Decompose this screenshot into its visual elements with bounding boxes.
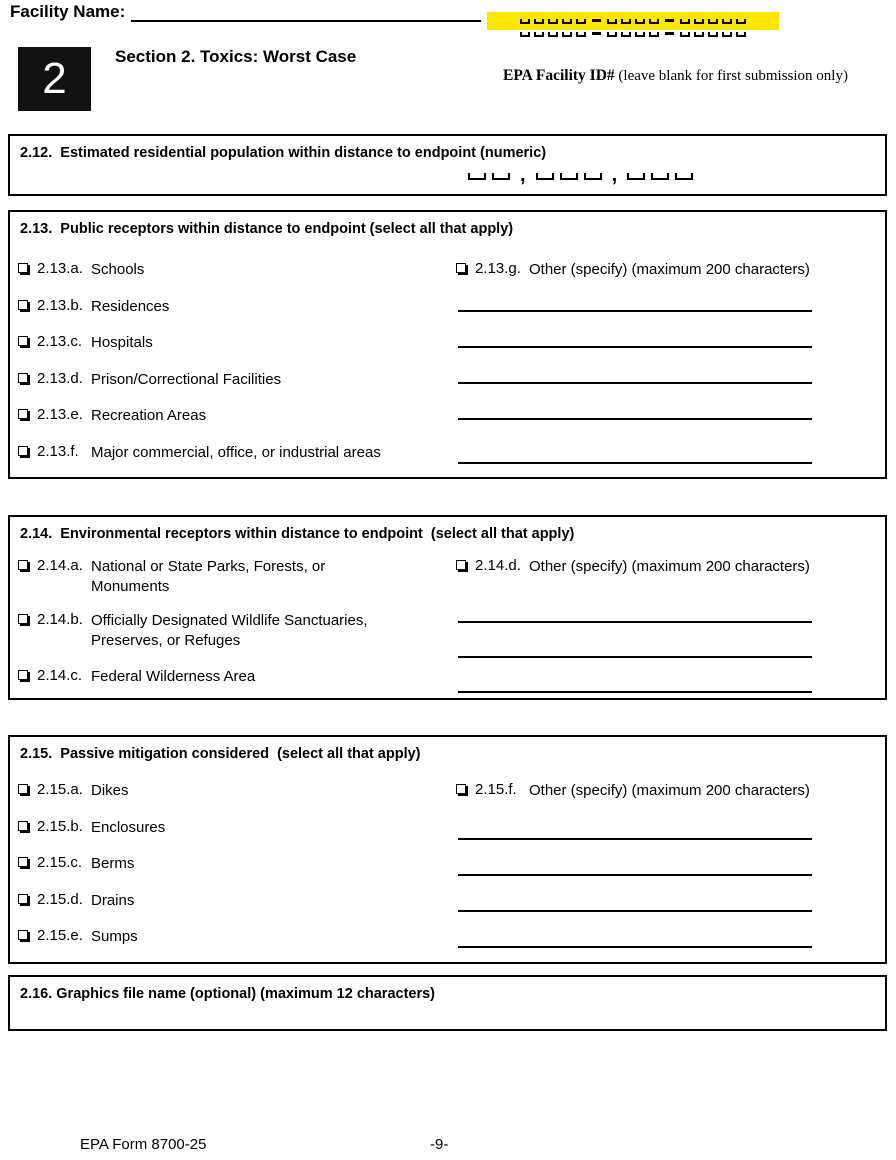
- option-code: 2.15.a.: [37, 781, 83, 798]
- option-label: Major commercial, office, or industrial areas: [91, 444, 381, 461]
- id-char-cell: [635, 32, 645, 37]
- option-row: [18, 891, 134, 911]
- checkbox-2-13-a[interactable]: [18, 263, 28, 273]
- checkbox-2-13-d[interactable]: [18, 373, 28, 383]
- checkbox-2-15-a[interactable]: [18, 784, 28, 794]
- checkbox-2-13-e[interactable]: [18, 409, 28, 419]
- option-row: [18, 927, 138, 947]
- epa-facility-id-field[interactable]: [487, 12, 779, 37]
- option-row: [18, 854, 134, 874]
- id-char-cell: [708, 32, 718, 37]
- facility-name-input-line[interactable]: [131, 2, 481, 22]
- digit-cell: [675, 173, 693, 180]
- id-char-cell: [576, 19, 586, 24]
- option-code: 2.14.d.: [475, 557, 521, 574]
- other-specify-line[interactable]: [458, 462, 812, 464]
- option-label: National or State Parks, Forests, or Monuments: [91, 558, 326, 596]
- id-char-cell: [694, 32, 704, 37]
- question-box-2-16: [8, 975, 887, 1031]
- digit-cell: [627, 173, 645, 180]
- other-specify-line[interactable]: [458, 874, 812, 876]
- option-row: [18, 406, 206, 426]
- id-char-cell: [562, 19, 572, 24]
- option-label: Other (specify) (maximum 200 characters): [529, 558, 810, 575]
- option-code: 2.13.e.: [37, 406, 83, 423]
- id-char-cell: [548, 32, 558, 37]
- option-code: 2.13.g.: [475, 260, 521, 277]
- option-label: Officially Designated Wildlife Sanctuaries, Preserves, or Refuges: [91, 612, 368, 650]
- option-row: [18, 818, 165, 838]
- option-code: 2.14.b.: [37, 611, 83, 628]
- epa-id-row-top: [487, 12, 779, 30]
- comma-separator: ,: [520, 164, 526, 186]
- option-label: Federal Wilderness Area: [91, 668, 256, 685]
- option-row: [18, 557, 376, 598]
- section-title: Section 2. Toxics: Worst Case: [115, 47, 357, 66]
- option-label: Enclosures: [91, 819, 166, 836]
- option-code: 2.14.a.: [37, 557, 83, 574]
- option-label: Residences: [91, 298, 170, 315]
- question-title-2-13: 2.13. Public receptors within distance to endpoint (select all that apply): [20, 221, 514, 237]
- other-specify-line[interactable]: [458, 910, 812, 912]
- other-specify-line[interactable]: [458, 656, 812, 658]
- option-code: 2.15.d.: [37, 891, 83, 908]
- checkbox-2-14-b[interactable]: [18, 614, 28, 624]
- option-row: [456, 781, 810, 801]
- checkbox-2-15-d[interactable]: [18, 894, 28, 904]
- option-label: Other (specify) (maximum 200 characters): [529, 782, 810, 799]
- epa-id-caption: [488, 50, 848, 102]
- page-number: -9-: [430, 1136, 449, 1153]
- option-label: Sumps: [91, 928, 138, 945]
- other-specify-line[interactable]: [458, 418, 812, 420]
- checkbox-2-13-g[interactable]: [456, 263, 466, 273]
- option-row: [18, 781, 129, 801]
- id-char-cell: [694, 19, 704, 24]
- id-hyphen-separator: [592, 19, 601, 22]
- digit-cell: [651, 173, 669, 180]
- option-label: Berms: [91, 855, 135, 872]
- option-label: Prison/Correctional Facilities: [91, 371, 282, 388]
- id-char-cell: [680, 32, 690, 37]
- id-hyphen-separator: [665, 32, 674, 35]
- option-code: 2.13.f.: [37, 443, 79, 460]
- id-char-cell: [520, 19, 530, 24]
- epa-id-caption-note: (leave blank for first submission only): [614, 68, 848, 84]
- option-label: Dikes: [91, 782, 129, 799]
- id-char-cell: [621, 32, 631, 37]
- checkbox-2-15-c[interactable]: [18, 857, 28, 867]
- checkbox-2-13-c[interactable]: [18, 336, 28, 346]
- option-row: [18, 443, 381, 463]
- other-specify-line[interactable]: [458, 382, 812, 384]
- question-title-2-16: 2.16. Graphics file name (optional) (maximum 12 characters): [20, 986, 436, 1002]
- question-box-2-13: [8, 210, 887, 479]
- id-char-cell: [621, 19, 631, 24]
- option-code: 2.13.b.: [37, 297, 83, 314]
- id-char-cell: [649, 19, 659, 24]
- graphics-file-name-field[interactable]: [10, 1007, 885, 1029]
- checkbox-2-13-f[interactable]: [18, 446, 28, 456]
- id-char-cell: [576, 32, 586, 37]
- section-number-badge: 2: [18, 47, 91, 111]
- other-specify-line[interactable]: [458, 346, 812, 348]
- checkbox-2-15-e[interactable]: [18, 930, 28, 940]
- other-specify-line[interactable]: [458, 310, 812, 312]
- option-row: [18, 297, 169, 317]
- question-box-2-15: [8, 735, 887, 964]
- other-specify-line[interactable]: [458, 621, 812, 623]
- id-hyphen-separator: [592, 32, 601, 35]
- digit-cell: [536, 173, 554, 180]
- digit-cell: [584, 173, 602, 180]
- form-number: EPA Form 8700-25: [80, 1136, 207, 1153]
- question-title-2-12: 2.12. Estimated residential population within distance to endpoint (numeric): [20, 145, 547, 161]
- option-code: 2.13.d.: [37, 370, 83, 387]
- epa-id-row-bottom: [487, 32, 779, 37]
- option-code: 2.13.c.: [37, 333, 83, 350]
- question-title-2-15: 2.15. Passive mitigation considered (select all that apply): [20, 746, 421, 762]
- option-code: 2.15.e.: [37, 927, 83, 944]
- id-char-cell: [520, 32, 530, 37]
- digit-cell: [560, 173, 578, 180]
- checkbox-2-14-a[interactable]: [18, 560, 28, 570]
- option-row: [18, 370, 281, 390]
- question-box-2-14: [8, 515, 887, 700]
- id-char-cell: [722, 19, 732, 24]
- other-specify-line[interactable]: [458, 838, 812, 840]
- option-label: Other (specify) (maximum 200 characters): [529, 261, 810, 278]
- id-char-cell: [708, 19, 718, 24]
- id-char-cell: [635, 19, 645, 24]
- facility-name-label: Facility Name:: [10, 2, 126, 21]
- population-numeric-field[interactable]: [465, 164, 696, 186]
- option-row: [18, 333, 153, 353]
- id-char-cell: [649, 32, 659, 37]
- option-code: 2.15.c.: [37, 854, 83, 871]
- digit-cell: [468, 173, 486, 180]
- option-code: 2.13.a.: [37, 260, 83, 277]
- option-label: Drains: [91, 892, 135, 909]
- checkbox-2-14-c[interactable]: [18, 670, 28, 680]
- option-row: [18, 611, 376, 652]
- epa-id-caption-bold: EPA Facility ID#: [503, 67, 615, 84]
- id-char-cell: [548, 19, 558, 24]
- option-code: 2.14.c.: [37, 667, 83, 684]
- id-hyphen-separator: [665, 19, 674, 22]
- digit-cell: [492, 173, 510, 180]
- other-specify-line[interactable]: [458, 691, 812, 693]
- checkbox-2-15-f[interactable]: [456, 784, 466, 794]
- checkbox-2-13-b[interactable]: [18, 300, 28, 310]
- question-box-2-12: [8, 134, 887, 196]
- option-label: Schools: [91, 261, 145, 278]
- option-code: 2.15.f.: [475, 781, 517, 798]
- id-char-cell: [534, 32, 544, 37]
- comma-separator: ,: [611, 164, 618, 186]
- option-row: [456, 557, 810, 577]
- id-char-cell: [534, 19, 544, 24]
- id-char-cell: [680, 19, 690, 24]
- option-label: Recreation Areas: [91, 407, 207, 424]
- id-char-cell: [722, 32, 732, 37]
- option-code: 2.15.b.: [37, 818, 83, 835]
- id-char-cell: [607, 19, 617, 24]
- option-row: [18, 260, 144, 280]
- facility-name-row: [10, 2, 481, 22]
- option-row: [456, 260, 810, 280]
- option-label: Hospitals: [91, 334, 153, 351]
- question-title-2-14: 2.14. Environmental receptors within distance to endpoint (select all that apply): [20, 526, 575, 542]
- id-char-cell: [736, 32, 746, 37]
- id-char-cell: [736, 19, 746, 24]
- other-specify-line[interactable]: [458, 946, 812, 948]
- checkbox-2-14-d[interactable]: [456, 560, 466, 570]
- id-char-cell: [562, 32, 572, 37]
- id-char-cell: [607, 32, 617, 37]
- checkbox-2-15-b[interactable]: [18, 821, 28, 831]
- option-row: [18, 667, 255, 687]
